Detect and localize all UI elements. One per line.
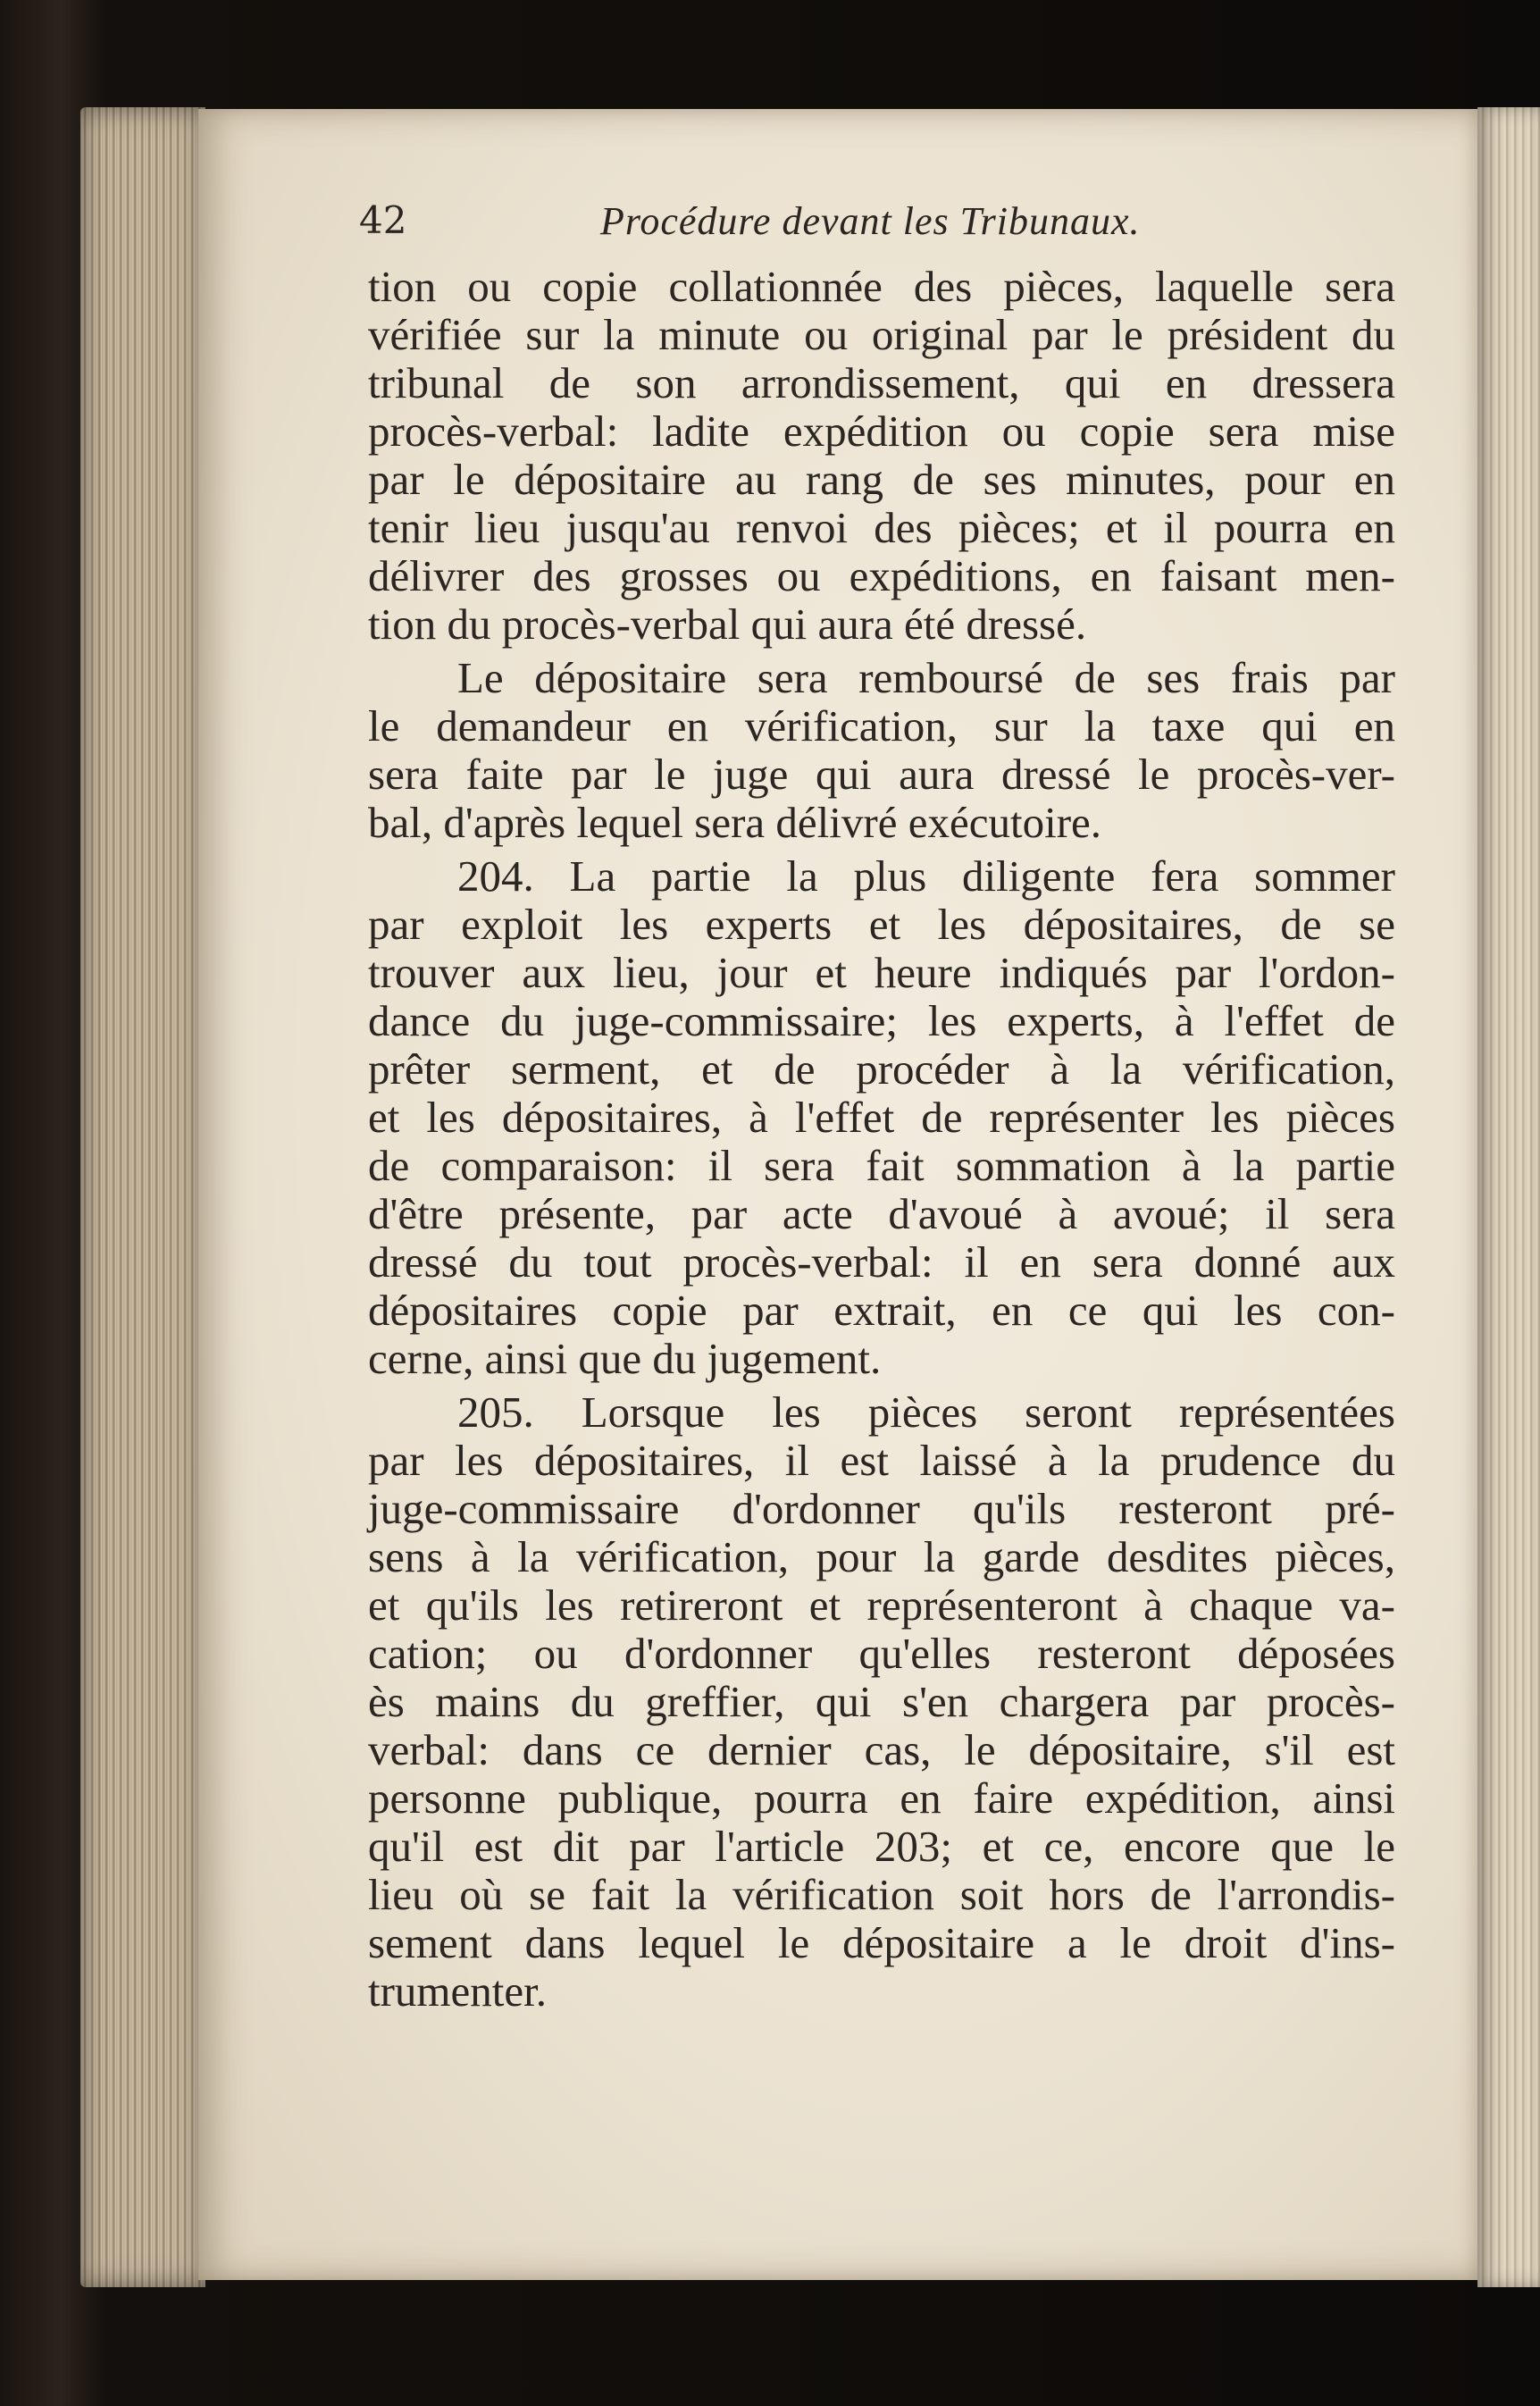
text-line: personne publique, pourra en faire expédition, ainsi (368, 1773, 1395, 1823)
text-line: tion ou copie collationnée des pièces, laquelle sera (368, 262, 1395, 311)
text-line: sens à la vérification, pour la garde desdites pièces, (368, 1532, 1395, 1581)
text-line: juge-commissaire d'ordonner qu'ils resteront pré- (368, 1484, 1395, 1533)
text-line: 204. La partie la plus diligente fera sommer (457, 851, 1395, 901)
text-line: dressé du tout procès-verbal: il en sera donné aux (368, 1237, 1395, 1287)
text-line: vérifiée sur la minute ou original par le président du (368, 310, 1395, 359)
text-line: tion du procès-verbal qui aura été dressé. (368, 599, 1087, 649)
text-line: d'être présente, par acte d'avoué à avoué; il sera (368, 1189, 1395, 1238)
text-line: par exploit les experts et les dépositaires, de se (368, 900, 1395, 949)
text-line: et les dépositaires, à l'effet de représenter les pièces (368, 1093, 1395, 1142)
text-line: le demandeur en vérification, sur la taxe qui en (368, 701, 1395, 750)
text-line: prêter serment, et de procéder à la vérification, (368, 1044, 1395, 1094)
paragraph (368, 1388, 1395, 2016)
text-line: sera faite par le juge qui aura dressé le procès-ver- (368, 750, 1395, 799)
body-text (368, 263, 1395, 2016)
text-line: de comparaison: il sera fait sommation à la partie (368, 1141, 1395, 1190)
paragraph (368, 263, 1395, 649)
text-line: par les dépositaires, il est laissé à la prudence du (368, 1436, 1395, 1485)
text-line: dépositaires copie par extrait, en ce qui les con- (368, 1286, 1395, 1335)
book-page-edges-right (1477, 107, 1540, 2287)
text-line: bal, d'après lequel sera délivré exécutoire. (368, 798, 1102, 847)
text-line: sement dans lequel le dépositaire a le droit d'ins- (368, 1918, 1395, 1967)
text-line: tribunal de son arrondissement, qui en dressera (368, 358, 1395, 407)
text-line: ès mains du greffier, qui s'en chargera par procès- (368, 1677, 1395, 1726)
text-line: délivrer des grosses ou expéditions, en faisant men- (368, 551, 1395, 600)
page-number: 42 (359, 198, 407, 242)
text-line: procès-verbal: ladite expédition ou copie sera mise (368, 407, 1395, 456)
text-line: verbal: dans ce dernier cas, le dépositaire, s'il est (368, 1725, 1395, 1774)
running-title: Procédure devant les Tribunaux. (600, 199, 1141, 243)
text-line: qu'il est dit par l'article 203; et ce, encore que le (368, 1822, 1395, 1871)
text-line: cation; ou d'ordonner qu'elles resteront déposées (368, 1629, 1395, 1678)
text-line: cerne, ainsi que du jugement. (368, 1334, 882, 1383)
text-line: lieu où se fait la vérification soit hors de l'arrondis- (368, 1870, 1395, 1919)
text-line: tenir lieu jusqu'au renvoi des pièces; et il pourra en (368, 503, 1395, 552)
paragraph (368, 852, 1395, 1383)
text-line: par le dépositaire au rang de ses minutes, pour en (368, 455, 1395, 504)
running-head (359, 198, 1413, 261)
text-line: 205. Lorsque les pièces seront représentées (457, 1387, 1395, 1437)
text-line: dance du juge-commissaire; les experts, à l'effet de (368, 996, 1395, 1045)
text-line: Le dépositaire sera remboursé de ses frais par (457, 653, 1395, 702)
text-line: et qu'ils les retireront et représenteront à chaque va- (368, 1580, 1395, 1630)
book-page-edges-left (80, 107, 205, 2287)
paragraph (368, 654, 1395, 847)
book-page (198, 109, 1477, 2280)
text-line: trouver aux lieu, jour et heure indiqués par l'ordon- (368, 948, 1395, 997)
text-line: trumenter. (368, 1966, 548, 2016)
